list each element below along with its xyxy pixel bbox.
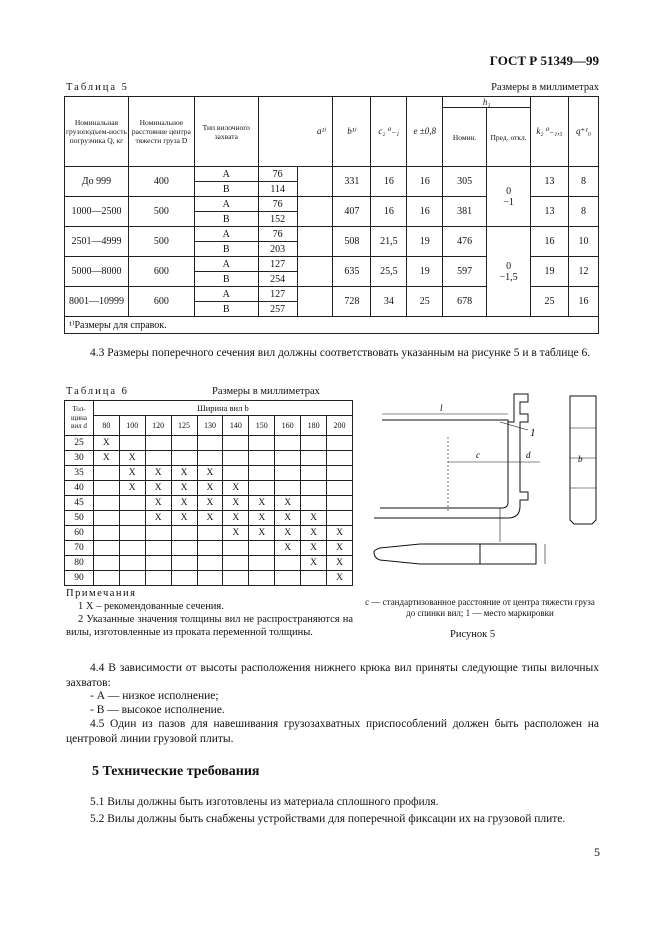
table6-empty-cell	[301, 571, 327, 586]
table5-distance-cell: 600	[128, 287, 194, 317]
table5-type-cell: В	[194, 302, 258, 317]
table6-empty-cell	[275, 436, 301, 451]
table5-type-cell: А	[194, 227, 258, 242]
table5-h-nom-cell: 305	[443, 167, 487, 197]
table6-empty-cell	[93, 481, 119, 496]
table6-thickness-cell: 45	[65, 496, 94, 511]
table5-c-cell: 25,5	[371, 257, 407, 287]
table6-empty-cell	[93, 496, 119, 511]
table5-header-e: e ±0,8	[407, 97, 443, 167]
table6-empty-cell	[93, 526, 119, 541]
figure-5-caption: c — стандартизованное расстояние от центра тяжести груза до спинки вил; 1 — место маркировки	[365, 597, 595, 618]
table6-width-header: 130	[197, 416, 223, 436]
table6-empty-cell	[327, 436, 353, 451]
table6-empty-cell	[119, 511, 145, 526]
table6-thickness-cell: 35	[65, 466, 94, 481]
table5-b-cell: 331	[333, 167, 371, 197]
table6-empty-cell	[145, 556, 171, 571]
table6-empty-cell	[223, 571, 249, 586]
table5-a-cell: 203	[258, 242, 297, 257]
table5-capacity-cell: 5000—8000	[65, 257, 129, 287]
table6-mark-cell: X	[327, 556, 353, 571]
figure-label-d: d	[526, 450, 531, 460]
table6-mark-cell: X	[301, 511, 327, 526]
table6-empty-cell	[119, 496, 145, 511]
table6-empty-cell	[93, 541, 119, 556]
table5-h-nom-cell: 597	[443, 257, 487, 287]
table6-row	[65, 556, 353, 571]
table6-width-header: 150	[249, 416, 275, 436]
table5-footnote: ¹⁾Размеры для справок.	[65, 317, 599, 334]
table5-type-cell: А	[194, 197, 258, 212]
table6-empty-cell	[249, 541, 275, 556]
note-2: 2 Указанные значения толщины вил не распространяются на вилы, изготовленные из проката переменной толщины.	[66, 614, 353, 638]
table6-mark-cell: X	[119, 451, 145, 466]
table5-e-cell: 16	[407, 197, 443, 227]
table5-a-cell: 114	[258, 182, 297, 197]
figure-label-c: c	[476, 450, 480, 460]
table5-header-k: k₂ ⁰₋₁,₅	[531, 97, 569, 167]
table5-c-cell: 34	[371, 287, 407, 317]
table6-empty-cell	[93, 556, 119, 571]
table5-q-cell: 8	[568, 167, 598, 197]
figure-5-drawing	[360, 392, 605, 592]
table6-mark-cell: X	[275, 511, 301, 526]
table6-empty-cell	[197, 526, 223, 541]
table6-row	[65, 571, 353, 586]
table6-mark-cell: X	[301, 556, 327, 571]
table6-mark-cell: X	[145, 496, 171, 511]
table5-header-b: b¹⁾	[333, 97, 371, 167]
table6-mark-cell: X	[171, 511, 197, 526]
table5-h-nom-cell: 476	[443, 227, 487, 257]
table6-width-header: 140	[223, 416, 249, 436]
table6-thickness-cell: 30	[65, 451, 94, 466]
table6-thickness-cell: 50	[65, 511, 94, 526]
table6-mark-cell: X	[275, 526, 301, 541]
table6-empty-cell	[93, 511, 119, 526]
paragraph-4-5: 4.5 Один из пазов для навешивания грузозахватных приспособлений должен быть расположен на центровой линии грузовой плиты.	[66, 718, 599, 745]
table5-e-cell: 19	[407, 257, 443, 287]
table5-header-capacity: Номинальная грузоподъем-ность погрузчика Q, кг	[65, 97, 129, 167]
table5-k-cell: 16	[531, 227, 569, 257]
table5-type-cell: А	[194, 287, 258, 302]
table6-empty-cell	[171, 526, 197, 541]
table6-mark-cell: X	[249, 496, 275, 511]
table6-thickness-cell: 40	[65, 481, 94, 496]
table6-mark-cell: X	[223, 526, 249, 541]
table6-row	[65, 496, 353, 511]
table5-capacity-cell: До 999	[65, 167, 129, 197]
table5-c-cell: 16	[371, 197, 407, 227]
table6-empty-cell	[249, 481, 275, 496]
table6-empty-cell	[275, 451, 301, 466]
note-1: 1 X – рекомендованные сечения.	[78, 601, 224, 612]
table6-empty-cell	[301, 496, 327, 511]
table6-empty-cell	[223, 436, 249, 451]
table5	[64, 96, 599, 334]
table6-mark-cell: X	[327, 571, 353, 586]
table6-row	[65, 541, 353, 556]
table6-mark-cell: X	[145, 481, 171, 496]
table6-empty-cell	[171, 571, 197, 586]
table6-mark-cell: X	[249, 511, 275, 526]
table5-header-type: Тип вилочного захвата	[194, 97, 258, 167]
table5-c-cell: 16	[371, 167, 407, 197]
table6-width-header: 125	[171, 416, 197, 436]
table6-empty-cell	[197, 541, 223, 556]
table5-a-cell: 254	[258, 272, 297, 287]
table6-thickness-cell: 70	[65, 541, 94, 556]
table6-mark-cell: X	[197, 496, 223, 511]
table5-b-cell: 728	[333, 287, 371, 317]
table6-empty-cell	[327, 496, 353, 511]
item-type-a: - А — низкое исполнение;	[90, 690, 219, 702]
table5-a-cell: 76	[258, 167, 297, 182]
table6-mark-cell: X	[119, 466, 145, 481]
table5-e-cell: 16	[407, 167, 443, 197]
table6-empty-cell	[301, 451, 327, 466]
table6-row	[65, 526, 353, 541]
page-number: 5	[594, 845, 600, 859]
table5-h-nom-cell: 381	[443, 197, 487, 227]
table5-capacity-cell: 8001—10999	[65, 287, 129, 317]
table6-mark-cell: X	[275, 496, 301, 511]
table6-empty-cell	[171, 556, 197, 571]
table5-header-h-dev: Пред. откл.	[487, 108, 531, 167]
table6-width-header: 80	[93, 416, 119, 436]
table5-k-cell: 19	[531, 257, 569, 287]
table6-empty-cell	[119, 526, 145, 541]
table5-type-cell: А	[194, 167, 258, 182]
table6-empty-cell	[93, 571, 119, 586]
table6-empty-cell	[171, 451, 197, 466]
table5-distance-cell: 500	[128, 227, 194, 257]
table6-empty-cell	[275, 571, 301, 586]
section-5-heading: 5 Технические требования	[92, 764, 260, 779]
table5-header-c: c₂ ⁰₋₁	[371, 97, 407, 167]
table5-k-cell: 25	[531, 287, 569, 317]
notes-title: Примечания	[66, 588, 137, 599]
table6-empty-cell	[327, 481, 353, 496]
table6-empty-cell	[249, 451, 275, 466]
table6-mark-cell: X	[145, 466, 171, 481]
table5-distance-cell: 500	[128, 197, 194, 227]
table6-empty-cell	[275, 466, 301, 481]
table6-mark-cell: X	[197, 481, 223, 496]
table6-row	[65, 511, 353, 526]
figure-label-l: l	[440, 403, 443, 413]
table6-mark-cell: X	[145, 511, 171, 526]
table5-header-a: a¹⁾	[258, 97, 333, 167]
table5-a-cell: 127	[258, 257, 297, 272]
table6-empty-cell	[275, 556, 301, 571]
table5-blank-cell	[297, 287, 333, 317]
table5-k-cell: 13	[531, 167, 569, 197]
item-type-b: - В — высокое исполнение.	[90, 704, 225, 716]
table6-empty-cell	[197, 556, 223, 571]
table6-width-header: 180	[301, 416, 327, 436]
table6-width-header: 120	[145, 416, 171, 436]
table6-mark-cell: X	[327, 541, 353, 556]
paragraph-5-1: 5.1 Вилы должны быть изготовлены из материала сплошного профиля.	[90, 796, 439, 808]
table6-empty-cell	[301, 436, 327, 451]
table5-distance-cell: 400	[128, 167, 194, 197]
table6-width-header: 160	[275, 416, 301, 436]
document-header: ГОСТ Р 51349—99	[489, 53, 599, 68]
table6-empty-cell	[301, 481, 327, 496]
table6-mark-cell: X	[301, 541, 327, 556]
table6-empty-cell	[145, 541, 171, 556]
table5-distance-cell: 600	[128, 257, 194, 287]
table6-mark-cell: X	[223, 511, 249, 526]
table5-a-cell: 76	[258, 227, 297, 242]
figure-label-1: 1	[530, 427, 536, 439]
table5-type-cell: В	[194, 272, 258, 287]
table6-empty-cell	[171, 436, 197, 451]
table6-mark-cell: X	[171, 496, 197, 511]
table6-empty-cell	[275, 481, 301, 496]
table5-k-cell: 13	[531, 197, 569, 227]
table5-b-cell: 508	[333, 227, 371, 257]
table6-mark-cell: X	[249, 526, 275, 541]
table5-type-cell: А	[194, 257, 258, 272]
table6-empty-cell	[249, 556, 275, 571]
table5-header-q: q⁺¹₀	[568, 97, 598, 167]
table6-mark-cell: X	[197, 466, 223, 481]
table6-width-header: 200	[327, 416, 353, 436]
table5-h-dev-cell: 0 −1	[487, 167, 531, 227]
table6-empty-cell	[327, 466, 353, 481]
table6-mark-cell: X	[171, 466, 197, 481]
table6-caption: Таблица 6	[66, 386, 129, 397]
table5-type-cell: В	[194, 242, 258, 257]
table5-e-cell: 19	[407, 227, 443, 257]
table6-empty-cell	[145, 571, 171, 586]
table5-capacity-cell: 2501—4999	[65, 227, 129, 257]
table6-mark-cell: X	[171, 481, 197, 496]
table5-q-cell: 12	[568, 257, 598, 287]
paragraph-4-3: 4.3 Размеры поперечного сечения вил должны соответствовать указанным на рисунке 5 и в таблице 6.	[90, 347, 591, 359]
table6-mark-cell: X	[93, 436, 119, 451]
table5-a-cell: 76	[258, 197, 297, 212]
paragraph-4-4: 4.4 В зависимости от высоты расположения нижнего крюка вил приняты следующие типы вилочных захватов:	[66, 662, 599, 689]
table6-mark-cell: X	[275, 541, 301, 556]
table5-a-cell: 257	[258, 302, 297, 317]
table6-mark-cell: X	[327, 526, 353, 541]
table6-thickness-cell: 90	[65, 571, 94, 586]
table6-empty-cell	[119, 436, 145, 451]
table6-empty-cell	[119, 571, 145, 586]
table5-type-cell: В	[194, 212, 258, 227]
table6-notes	[66, 587, 353, 639]
figure-label-b: b	[578, 454, 583, 464]
table6-mark-cell: X	[301, 526, 327, 541]
table5-h-dev-cell: 0 −1,5	[487, 227, 531, 317]
table6-thickness-cell: 60	[65, 526, 94, 541]
table5-blank-cell	[297, 167, 333, 197]
table6-empty-cell	[223, 451, 249, 466]
table6-row	[65, 436, 353, 451]
table5-e-cell: 25	[407, 287, 443, 317]
table6-empty-cell	[223, 541, 249, 556]
table6-empty-cell	[145, 436, 171, 451]
table6-empty-cell	[145, 451, 171, 466]
table6	[64, 400, 353, 586]
table5-c-cell: 21,5	[371, 227, 407, 257]
table6-row	[65, 466, 353, 481]
table6-thickness-cell: 25	[65, 436, 94, 451]
table5-q-cell: 16	[568, 287, 598, 317]
table5-q-cell: 10	[568, 227, 598, 257]
table6-mark-cell: X	[93, 451, 119, 466]
table6-empty-cell	[197, 571, 223, 586]
table5-caption: Таблица 5	[66, 82, 129, 93]
table5-b-cell: 407	[333, 197, 371, 227]
table6-empty-cell	[249, 466, 275, 481]
table5-blank-cell	[297, 197, 333, 227]
table5-blank-cell	[297, 227, 333, 257]
table6-empty-cell	[171, 541, 197, 556]
table6-empty-cell	[93, 466, 119, 481]
table6-empty-cell	[249, 436, 275, 451]
table5-b-cell: 635	[333, 257, 371, 287]
table6-empty-cell	[119, 556, 145, 571]
table6-row	[65, 481, 353, 496]
table5-header-h: h₁	[443, 97, 531, 108]
table5-header-distance: Номинальное расстояние центра тяжести груза D	[128, 97, 194, 167]
table5-capacity-cell: 1000—2500	[65, 197, 129, 227]
table5-a-cell: 152	[258, 212, 297, 227]
paragraph-5-2: 5.2 Вилы должны быть снабжены устройствами для поперечной фиксации их на грузовой плите.	[90, 813, 566, 825]
table6-mark-cell: X	[223, 481, 249, 496]
table6-mark-cell: X	[223, 496, 249, 511]
table5-h-nom-cell: 678	[443, 287, 487, 317]
table5-a-cell: 127	[258, 287, 297, 302]
table6-empty-cell	[301, 466, 327, 481]
table6-empty-cell	[223, 466, 249, 481]
table6-mark-cell: X	[119, 481, 145, 496]
table6-width-header: 100	[119, 416, 145, 436]
table6-empty-cell	[145, 526, 171, 541]
table6-empty-cell	[327, 451, 353, 466]
table6-empty-cell	[197, 436, 223, 451]
table6-empty-cell	[249, 571, 275, 586]
table6-empty-cell	[119, 541, 145, 556]
table6-units: Размеры в миллиметрах	[212, 386, 320, 397]
table6-header-thickness: Тол-щина вил d	[65, 401, 94, 436]
table6-row	[65, 451, 353, 466]
table5-q-cell: 8	[568, 197, 598, 227]
table5-units: Размеры в миллиметрах	[491, 82, 599, 93]
figure-5-title: Рисунок 5	[450, 629, 496, 640]
table5-blank-cell	[297, 257, 333, 287]
table6-header-width: Ширина вил b	[93, 401, 352, 416]
table5-header-h-nom: Номин.	[443, 108, 487, 167]
table6-empty-cell	[197, 451, 223, 466]
table6-empty-cell	[327, 511, 353, 526]
table6-thickness-cell: 80	[65, 556, 94, 571]
table6-mark-cell: X	[197, 511, 223, 526]
table6-empty-cell	[223, 556, 249, 571]
table5-type-cell: В	[194, 182, 258, 197]
